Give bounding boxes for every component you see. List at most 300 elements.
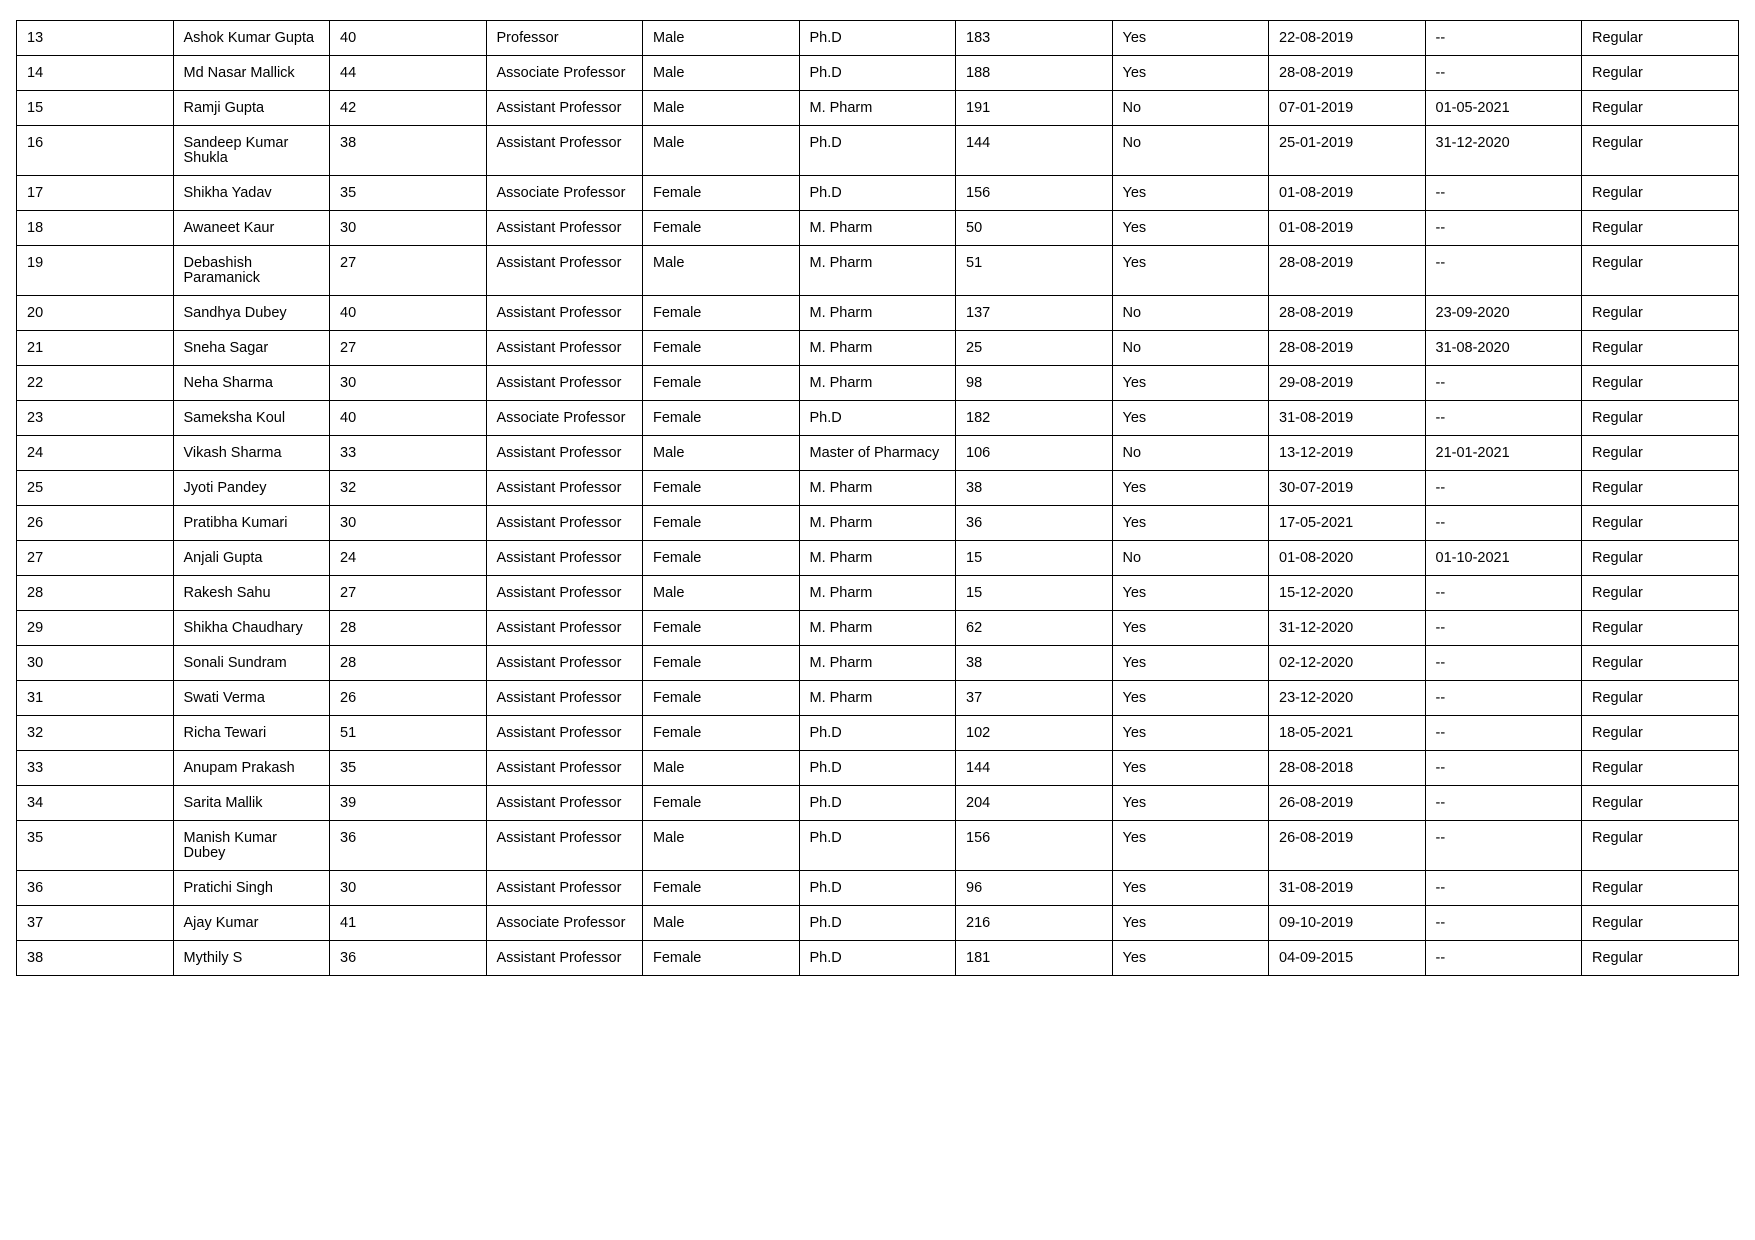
leaving-date-cell: -- xyxy=(1425,21,1582,56)
leaving-date-cell: -- xyxy=(1425,211,1582,246)
faculty-name-cell: Ramji Gupta xyxy=(173,91,330,126)
age-cell: 51 xyxy=(330,716,487,751)
serial-number-cell: 35 xyxy=(17,821,174,871)
age-cell: 42 xyxy=(330,91,487,126)
table-row xyxy=(17,821,1739,871)
currently-working-cell: Yes xyxy=(1112,56,1269,91)
designation-cell: Associate Professor xyxy=(486,176,643,211)
experience-cell: 38 xyxy=(956,646,1113,681)
age-cell: 30 xyxy=(330,506,487,541)
leaving-date-cell: -- xyxy=(1425,176,1582,211)
designation-cell: Assistant Professor xyxy=(486,716,643,751)
joining-date-cell: 31-08-2019 xyxy=(1269,401,1426,436)
nature-of-association-cell: Regular xyxy=(1582,941,1739,976)
faculty-name-cell: Jyoti Pandey xyxy=(173,471,330,506)
joining-date-cell: 28-08-2018 xyxy=(1269,751,1426,786)
gender-cell: Female xyxy=(643,646,800,681)
table-row xyxy=(17,611,1739,646)
joining-date-cell: 28-08-2019 xyxy=(1269,246,1426,296)
faculty-name-cell: Awaneet Kaur xyxy=(173,211,330,246)
experience-cell: 144 xyxy=(956,126,1113,176)
experience-cell: 102 xyxy=(956,716,1113,751)
experience-cell: 191 xyxy=(956,91,1113,126)
designation-cell: Assistant Professor xyxy=(486,366,643,401)
faculty-name-cell: Manish Kumar Dubey xyxy=(173,821,330,871)
designation-cell: Associate Professor xyxy=(486,401,643,436)
table-row xyxy=(17,21,1739,56)
leaving-date-cell: -- xyxy=(1425,246,1582,296)
leaving-date-cell: -- xyxy=(1425,871,1582,906)
designation-cell: Assistant Professor xyxy=(486,751,643,786)
joining-date-cell: 15-12-2020 xyxy=(1269,576,1426,611)
currently-working-cell: Yes xyxy=(1112,646,1269,681)
nature-of-association-cell: Regular xyxy=(1582,786,1739,821)
experience-cell: 216 xyxy=(956,906,1113,941)
joining-date-cell: 28-08-2019 xyxy=(1269,296,1426,331)
serial-number-cell: 34 xyxy=(17,786,174,821)
designation-cell: Assistant Professor xyxy=(486,786,643,821)
gender-cell: Female xyxy=(643,716,800,751)
currently-working-cell: Yes xyxy=(1112,681,1269,716)
experience-cell: 183 xyxy=(956,21,1113,56)
currently-working-cell: Yes xyxy=(1112,786,1269,821)
nature-of-association-cell: Regular xyxy=(1582,906,1739,941)
gender-cell: Female xyxy=(643,296,800,331)
nature-of-association-cell: Regular xyxy=(1582,176,1739,211)
gender-cell: Male xyxy=(643,576,800,611)
experience-cell: 156 xyxy=(956,176,1113,211)
experience-cell: 25 xyxy=(956,331,1113,366)
faculty-name-cell: Anupam Prakash xyxy=(173,751,330,786)
faculty-table-page xyxy=(16,20,1738,976)
qualification-cell: Ph.D xyxy=(799,906,956,941)
joining-date-cell: 28-08-2019 xyxy=(1269,56,1426,91)
faculty-name-cell: Pratibha Kumari xyxy=(173,506,330,541)
joining-date-cell: 07-01-2019 xyxy=(1269,91,1426,126)
age-cell: 38 xyxy=(330,126,487,176)
serial-number-cell: 15 xyxy=(17,91,174,126)
age-cell: 40 xyxy=(330,296,487,331)
table-row xyxy=(17,906,1739,941)
currently-working-cell: Yes xyxy=(1112,716,1269,751)
table-row xyxy=(17,871,1739,906)
leaving-date-cell: 21-01-2021 xyxy=(1425,436,1582,471)
leaving-date-cell: -- xyxy=(1425,56,1582,91)
currently-working-cell: Yes xyxy=(1112,506,1269,541)
currently-working-cell: Yes xyxy=(1112,871,1269,906)
age-cell: 28 xyxy=(330,646,487,681)
experience-cell: 51 xyxy=(956,246,1113,296)
joining-date-cell: 23-12-2020 xyxy=(1269,681,1426,716)
serial-number-cell: 31 xyxy=(17,681,174,716)
faculty-name-cell: Sandhya Dubey xyxy=(173,296,330,331)
nature-of-association-cell: Regular xyxy=(1582,576,1739,611)
faculty-name-cell: Neha Sharma xyxy=(173,366,330,401)
serial-number-cell: 17 xyxy=(17,176,174,211)
faculty-name-cell: Anjali Gupta xyxy=(173,541,330,576)
designation-cell: Associate Professor xyxy=(486,56,643,91)
experience-cell: 181 xyxy=(956,941,1113,976)
joining-date-cell: 30-07-2019 xyxy=(1269,471,1426,506)
joining-date-cell: 31-08-2019 xyxy=(1269,871,1426,906)
nature-of-association-cell: Regular xyxy=(1582,331,1739,366)
joining-date-cell: 28-08-2019 xyxy=(1269,331,1426,366)
currently-working-cell: Yes xyxy=(1112,821,1269,871)
leaving-date-cell: -- xyxy=(1425,941,1582,976)
table-row xyxy=(17,296,1739,331)
serial-number-cell: 32 xyxy=(17,716,174,751)
gender-cell: Male xyxy=(643,21,800,56)
qualification-cell: Ph.D xyxy=(799,786,956,821)
gender-cell: Male xyxy=(643,246,800,296)
faculty-name-cell: Swati Verma xyxy=(173,681,330,716)
joining-date-cell: 02-12-2020 xyxy=(1269,646,1426,681)
leaving-date-cell: -- xyxy=(1425,906,1582,941)
faculty-name-cell: Debashish Paramanick xyxy=(173,246,330,296)
designation-cell: Assistant Professor xyxy=(486,646,643,681)
experience-cell: 98 xyxy=(956,366,1113,401)
table-row xyxy=(17,941,1739,976)
designation-cell: Assistant Professor xyxy=(486,681,643,716)
designation-cell: Assistant Professor xyxy=(486,941,643,976)
leaving-date-cell: 23-09-2020 xyxy=(1425,296,1582,331)
designation-cell: Assistant Professor xyxy=(486,436,643,471)
serial-number-cell: 36 xyxy=(17,871,174,906)
gender-cell: Female xyxy=(643,506,800,541)
qualification-cell: M. Pharm xyxy=(799,331,956,366)
table-row xyxy=(17,681,1739,716)
nature-of-association-cell: Regular xyxy=(1582,751,1739,786)
faculty-name-cell: Shikha Yadav xyxy=(173,176,330,211)
experience-cell: 156 xyxy=(956,821,1113,871)
currently-working-cell: Yes xyxy=(1112,366,1269,401)
gender-cell: Female xyxy=(643,541,800,576)
qualification-cell: M. Pharm xyxy=(799,681,956,716)
gender-cell: Female xyxy=(643,331,800,366)
nature-of-association-cell: Regular xyxy=(1582,681,1739,716)
nature-of-association-cell: Regular xyxy=(1582,471,1739,506)
serial-number-cell: 26 xyxy=(17,506,174,541)
faculty-name-cell: Ajay Kumar xyxy=(173,906,330,941)
experience-cell: 38 xyxy=(956,471,1113,506)
designation-cell: Assistant Professor xyxy=(486,541,643,576)
age-cell: 44 xyxy=(330,56,487,91)
table-row xyxy=(17,506,1739,541)
age-cell: 30 xyxy=(330,366,487,401)
currently-working-cell: Yes xyxy=(1112,21,1269,56)
age-cell: 27 xyxy=(330,576,487,611)
table-row xyxy=(17,246,1739,296)
designation-cell: Assistant Professor xyxy=(486,576,643,611)
joining-date-cell: 04-09-2015 xyxy=(1269,941,1426,976)
leaving-date-cell: -- xyxy=(1425,401,1582,436)
serial-number-cell: 33 xyxy=(17,751,174,786)
table-row xyxy=(17,56,1739,91)
table-row xyxy=(17,91,1739,126)
age-cell: 40 xyxy=(330,21,487,56)
qualification-cell: M. Pharm xyxy=(799,246,956,296)
currently-working-cell: Yes xyxy=(1112,941,1269,976)
currently-working-cell: Yes xyxy=(1112,211,1269,246)
serial-number-cell: 38 xyxy=(17,941,174,976)
joining-date-cell: 31-12-2020 xyxy=(1269,611,1426,646)
nature-of-association-cell: Regular xyxy=(1582,871,1739,906)
age-cell: 26 xyxy=(330,681,487,716)
joining-date-cell: 18-05-2021 xyxy=(1269,716,1426,751)
nature-of-association-cell: Regular xyxy=(1582,506,1739,541)
qualification-cell: M. Pharm xyxy=(799,576,956,611)
nature-of-association-cell: Regular xyxy=(1582,821,1739,871)
designation-cell: Professor xyxy=(486,21,643,56)
joining-date-cell: 01-08-2019 xyxy=(1269,176,1426,211)
nature-of-association-cell: Regular xyxy=(1582,91,1739,126)
currently-working-cell: No xyxy=(1112,541,1269,576)
currently-working-cell: No xyxy=(1112,91,1269,126)
joining-date-cell: 25-01-2019 xyxy=(1269,126,1426,176)
leaving-date-cell: -- xyxy=(1425,366,1582,401)
gender-cell: Female xyxy=(643,681,800,716)
joining-date-cell: 09-10-2019 xyxy=(1269,906,1426,941)
joining-date-cell: 22-08-2019 xyxy=(1269,21,1426,56)
qualification-cell: M. Pharm xyxy=(799,471,956,506)
faculty-table xyxy=(16,20,1739,976)
age-cell: 27 xyxy=(330,246,487,296)
serial-number-cell: 29 xyxy=(17,611,174,646)
joining-date-cell: 26-08-2019 xyxy=(1269,786,1426,821)
experience-cell: 188 xyxy=(956,56,1113,91)
faculty-name-cell: Rakesh Sahu xyxy=(173,576,330,611)
gender-cell: Female xyxy=(643,941,800,976)
nature-of-association-cell: Regular xyxy=(1582,611,1739,646)
qualification-cell: Ph.D xyxy=(799,871,956,906)
gender-cell: Female xyxy=(643,611,800,646)
qualification-cell: Ph.D xyxy=(799,21,956,56)
qualification-cell: M. Pharm xyxy=(799,541,956,576)
table-row xyxy=(17,716,1739,751)
age-cell: 28 xyxy=(330,611,487,646)
gender-cell: Female xyxy=(643,211,800,246)
serial-number-cell: 13 xyxy=(17,21,174,56)
joining-date-cell: 17-05-2021 xyxy=(1269,506,1426,541)
nature-of-association-cell: Regular xyxy=(1582,646,1739,681)
qualification-cell: Ph.D xyxy=(799,751,956,786)
faculty-name-cell: Sneha Sagar xyxy=(173,331,330,366)
designation-cell: Associate Professor xyxy=(486,906,643,941)
faculty-name-cell: Sarita Mallik xyxy=(173,786,330,821)
nature-of-association-cell: Regular xyxy=(1582,436,1739,471)
gender-cell: Male xyxy=(643,436,800,471)
table-row xyxy=(17,436,1739,471)
joining-date-cell: 26-08-2019 xyxy=(1269,821,1426,871)
designation-cell: Assistant Professor xyxy=(486,296,643,331)
currently-working-cell: Yes xyxy=(1112,576,1269,611)
nature-of-association-cell: Regular xyxy=(1582,246,1739,296)
nature-of-association-cell: Regular xyxy=(1582,56,1739,91)
leaving-date-cell: -- xyxy=(1425,716,1582,751)
age-cell: 32 xyxy=(330,471,487,506)
qualification-cell: Ph.D xyxy=(799,176,956,211)
serial-number-cell: 19 xyxy=(17,246,174,296)
faculty-name-cell: Mythily S xyxy=(173,941,330,976)
designation-cell: Assistant Professor xyxy=(486,246,643,296)
serial-number-cell: 18 xyxy=(17,211,174,246)
nature-of-association-cell: Regular xyxy=(1582,716,1739,751)
serial-number-cell: 28 xyxy=(17,576,174,611)
leaving-date-cell: -- xyxy=(1425,751,1582,786)
serial-number-cell: 23 xyxy=(17,401,174,436)
leaving-date-cell: -- xyxy=(1425,611,1582,646)
leaving-date-cell: 31-08-2020 xyxy=(1425,331,1582,366)
serial-number-cell: 27 xyxy=(17,541,174,576)
table-row xyxy=(17,541,1739,576)
faculty-name-cell: Shikha Chaudhary xyxy=(173,611,330,646)
serial-number-cell: 20 xyxy=(17,296,174,331)
age-cell: 39 xyxy=(330,786,487,821)
joining-date-cell: 13-12-2019 xyxy=(1269,436,1426,471)
gender-cell: Female xyxy=(643,786,800,821)
nature-of-association-cell: Regular xyxy=(1582,401,1739,436)
age-cell: 36 xyxy=(330,941,487,976)
qualification-cell: Ph.D xyxy=(799,821,956,871)
table-row xyxy=(17,751,1739,786)
currently-working-cell: No xyxy=(1112,436,1269,471)
faculty-name-cell: Sameksha Koul xyxy=(173,401,330,436)
joining-date-cell: 01-08-2019 xyxy=(1269,211,1426,246)
currently-working-cell: No xyxy=(1112,296,1269,331)
qualification-cell: M. Pharm xyxy=(799,91,956,126)
nature-of-association-cell: Regular xyxy=(1582,126,1739,176)
nature-of-association-cell: Regular xyxy=(1582,541,1739,576)
experience-cell: 96 xyxy=(956,871,1113,906)
experience-cell: 36 xyxy=(956,506,1113,541)
designation-cell: Assistant Professor xyxy=(486,331,643,366)
currently-working-cell: No xyxy=(1112,126,1269,176)
nature-of-association-cell: Regular xyxy=(1582,296,1739,331)
serial-number-cell: 21 xyxy=(17,331,174,366)
serial-number-cell: 22 xyxy=(17,366,174,401)
qualification-cell: Master of Pharmacy xyxy=(799,436,956,471)
faculty-table-body xyxy=(17,21,1739,976)
age-cell: 41 xyxy=(330,906,487,941)
qualification-cell: M. Pharm xyxy=(799,366,956,401)
table-row xyxy=(17,401,1739,436)
qualification-cell: M. Pharm xyxy=(799,296,956,331)
leaving-date-cell: -- xyxy=(1425,681,1582,716)
gender-cell: Female xyxy=(643,401,800,436)
gender-cell: Female xyxy=(643,366,800,401)
gender-cell: Male xyxy=(643,56,800,91)
faculty-name-cell: Ashok Kumar Gupta xyxy=(173,21,330,56)
table-row xyxy=(17,176,1739,211)
leaving-date-cell: -- xyxy=(1425,576,1582,611)
leaving-date-cell: -- xyxy=(1425,506,1582,541)
table-row xyxy=(17,366,1739,401)
experience-cell: 15 xyxy=(956,541,1113,576)
age-cell: 30 xyxy=(330,211,487,246)
table-row xyxy=(17,576,1739,611)
gender-cell: Male xyxy=(643,906,800,941)
serial-number-cell: 14 xyxy=(17,56,174,91)
gender-cell: Male xyxy=(643,126,800,176)
experience-cell: 182 xyxy=(956,401,1113,436)
qualification-cell: M. Pharm xyxy=(799,611,956,646)
qualification-cell: Ph.D xyxy=(799,56,956,91)
leaving-date-cell: -- xyxy=(1425,471,1582,506)
gender-cell: Female xyxy=(643,471,800,506)
leaving-date-cell: 01-05-2021 xyxy=(1425,91,1582,126)
serial-number-cell: 24 xyxy=(17,436,174,471)
designation-cell: Assistant Professor xyxy=(486,91,643,126)
currently-working-cell: Yes xyxy=(1112,246,1269,296)
age-cell: 24 xyxy=(330,541,487,576)
designation-cell: Assistant Professor xyxy=(486,821,643,871)
age-cell: 40 xyxy=(330,401,487,436)
currently-working-cell: Yes xyxy=(1112,401,1269,436)
age-cell: 35 xyxy=(330,176,487,211)
experience-cell: 137 xyxy=(956,296,1113,331)
age-cell: 35 xyxy=(330,751,487,786)
age-cell: 36 xyxy=(330,821,487,871)
designation-cell: Assistant Professor xyxy=(486,471,643,506)
experience-cell: 62 xyxy=(956,611,1113,646)
faculty-name-cell: Pratichi Singh xyxy=(173,871,330,906)
designation-cell: Assistant Professor xyxy=(486,211,643,246)
nature-of-association-cell: Regular xyxy=(1582,21,1739,56)
qualification-cell: Ph.D xyxy=(799,716,956,751)
qualification-cell: Ph.D xyxy=(799,401,956,436)
experience-cell: 37 xyxy=(956,681,1113,716)
faculty-name-cell: Md Nasar Mallick xyxy=(173,56,330,91)
currently-working-cell: Yes xyxy=(1112,906,1269,941)
serial-number-cell: 30 xyxy=(17,646,174,681)
faculty-name-cell: Vikash Sharma xyxy=(173,436,330,471)
leaving-date-cell: 01-10-2021 xyxy=(1425,541,1582,576)
gender-cell: Male xyxy=(643,821,800,871)
gender-cell: Female xyxy=(643,871,800,906)
faculty-name-cell: Sandeep Kumar Shukla xyxy=(173,126,330,176)
serial-number-cell: 37 xyxy=(17,906,174,941)
gender-cell: Male xyxy=(643,751,800,786)
experience-cell: 15 xyxy=(956,576,1113,611)
experience-cell: 106 xyxy=(956,436,1113,471)
currently-working-cell: Yes xyxy=(1112,611,1269,646)
age-cell: 27 xyxy=(330,331,487,366)
serial-number-cell: 25 xyxy=(17,471,174,506)
designation-cell: Assistant Professor xyxy=(486,611,643,646)
designation-cell: Assistant Professor xyxy=(486,506,643,541)
qualification-cell: M. Pharm xyxy=(799,211,956,246)
joining-date-cell: 01-08-2020 xyxy=(1269,541,1426,576)
joining-date-cell: 29-08-2019 xyxy=(1269,366,1426,401)
designation-cell: Assistant Professor xyxy=(486,871,643,906)
serial-number-cell: 16 xyxy=(17,126,174,176)
gender-cell: Male xyxy=(643,91,800,126)
faculty-name-cell: Richa Tewari xyxy=(173,716,330,751)
qualification-cell: M. Pharm xyxy=(799,646,956,681)
faculty-name-cell: Sonali Sundram xyxy=(173,646,330,681)
table-row xyxy=(17,331,1739,366)
currently-working-cell: Yes xyxy=(1112,751,1269,786)
age-cell: 30 xyxy=(330,871,487,906)
leaving-date-cell: 31-12-2020 xyxy=(1425,126,1582,176)
experience-cell: 204 xyxy=(956,786,1113,821)
currently-working-cell: Yes xyxy=(1112,176,1269,211)
table-row xyxy=(17,786,1739,821)
qualification-cell: M. Pharm xyxy=(799,506,956,541)
nature-of-association-cell: Regular xyxy=(1582,211,1739,246)
gender-cell: Female xyxy=(643,176,800,211)
designation-cell: Assistant Professor xyxy=(486,126,643,176)
